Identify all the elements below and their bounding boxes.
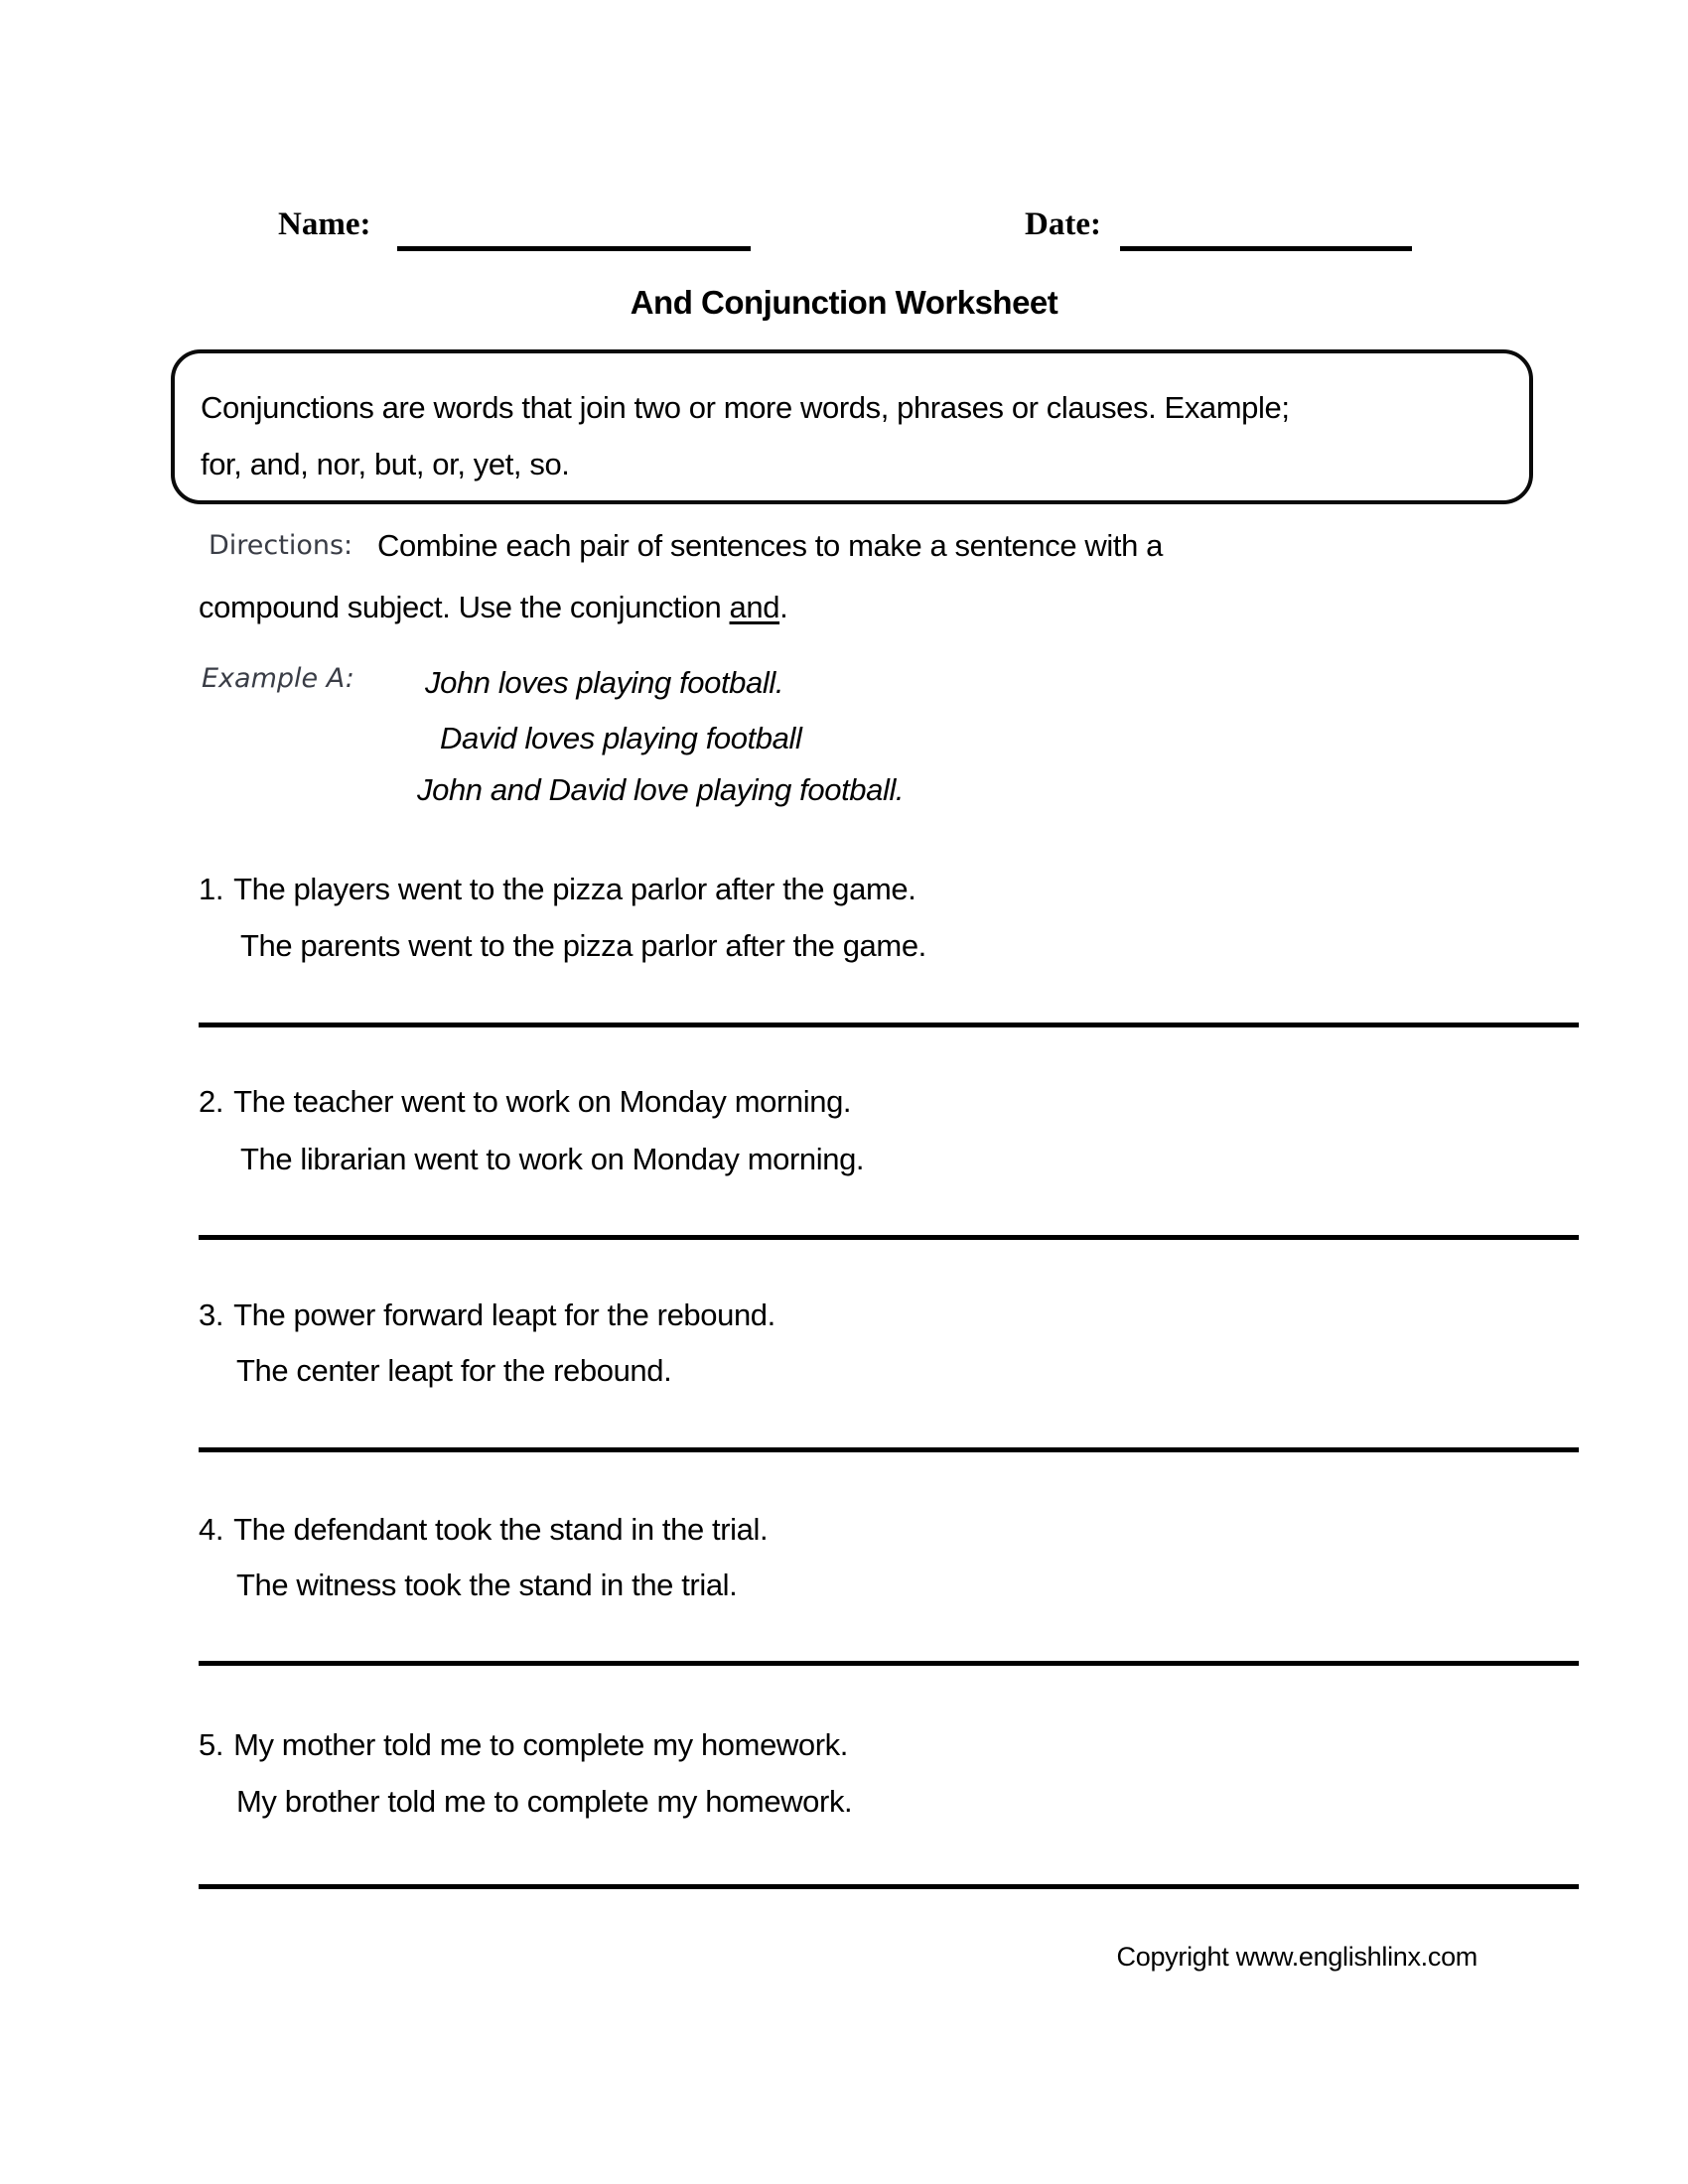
item-1-sentence-2: The parents went to the pizza parlor after the game. — [240, 928, 926, 963]
copyright-text: Copyright www.englishlinx.com — [1116, 1942, 1477, 1972]
item-3-number: 3. — [199, 1297, 224, 1332]
directions-line-2 — [199, 590, 787, 625]
date-label: Date: — [1025, 206, 1101, 242]
item-4-sentence-2: The witness took the stand in the trial. — [236, 1568, 738, 1602]
item-1-answer-line — [199, 1023, 1579, 1027]
item-5-sentence-1: 5. My mother told me to complete my homework. — [199, 1727, 848, 1762]
directions-line-1: Combine each pair of sentences to make a sentence with a — [377, 528, 1163, 563]
example-line-2: David loves playing football — [440, 721, 802, 755]
directions-label: Directions: — [209, 530, 353, 561]
directions-line-2-text: compound subject. Use the conjunction — [199, 590, 730, 624]
item-1-number: 1. — [199, 872, 224, 906]
definition-line-2: for, and, nor, but, or, yet, so. — [201, 447, 570, 481]
directions-conjunction: and — [729, 590, 780, 624]
definition-box — [171, 349, 1533, 504]
item-2-answer-line — [199, 1235, 1579, 1240]
item-2-sentence-2: The librarian went to work on Monday morning. — [240, 1142, 865, 1176]
item-4-number: 4. — [199, 1512, 224, 1547]
item-3-sentence-2: The center leapt for the rebound. — [236, 1353, 672, 1388]
item-4-answer-line — [199, 1661, 1579, 1666]
item-2-sentence-1: 2. The teacher went to work on Monday morning. — [199, 1084, 852, 1119]
item-5-answer-line — [199, 1884, 1579, 1889]
item-1-sentence-1: 1. The players went to the pizza parlor after the game. — [199, 872, 916, 906]
definition-line-1: Conjunctions are words that join two or more words, phrases or clauses. Example; — [201, 390, 1290, 425]
item-3-answer-line — [199, 1447, 1579, 1452]
example-line-1: John loves playing football. — [425, 665, 784, 700]
page-title: And Conjunction Worksheet — [630, 284, 1058, 321]
item-4-sentence-1: 4. The defendant took the stand in the trial. — [199, 1512, 769, 1547]
example-line-3: John and David love playing football. — [417, 772, 905, 807]
item-5-sentence-2: My brother told me to complete my homework. — [236, 1784, 853, 1819]
name-blank-line — [397, 246, 751, 251]
example-label: Example A: — [202, 663, 354, 694]
item-5-number: 5. — [199, 1727, 224, 1762]
date-blank-line — [1120, 246, 1412, 251]
name-label: Name: — [278, 206, 371, 242]
directions-line-2-period: . — [779, 590, 788, 624]
item-2-number: 2. — [199, 1084, 224, 1119]
item-3-sentence-1: 3. The power forward leapt for the rebound. — [199, 1297, 775, 1332]
